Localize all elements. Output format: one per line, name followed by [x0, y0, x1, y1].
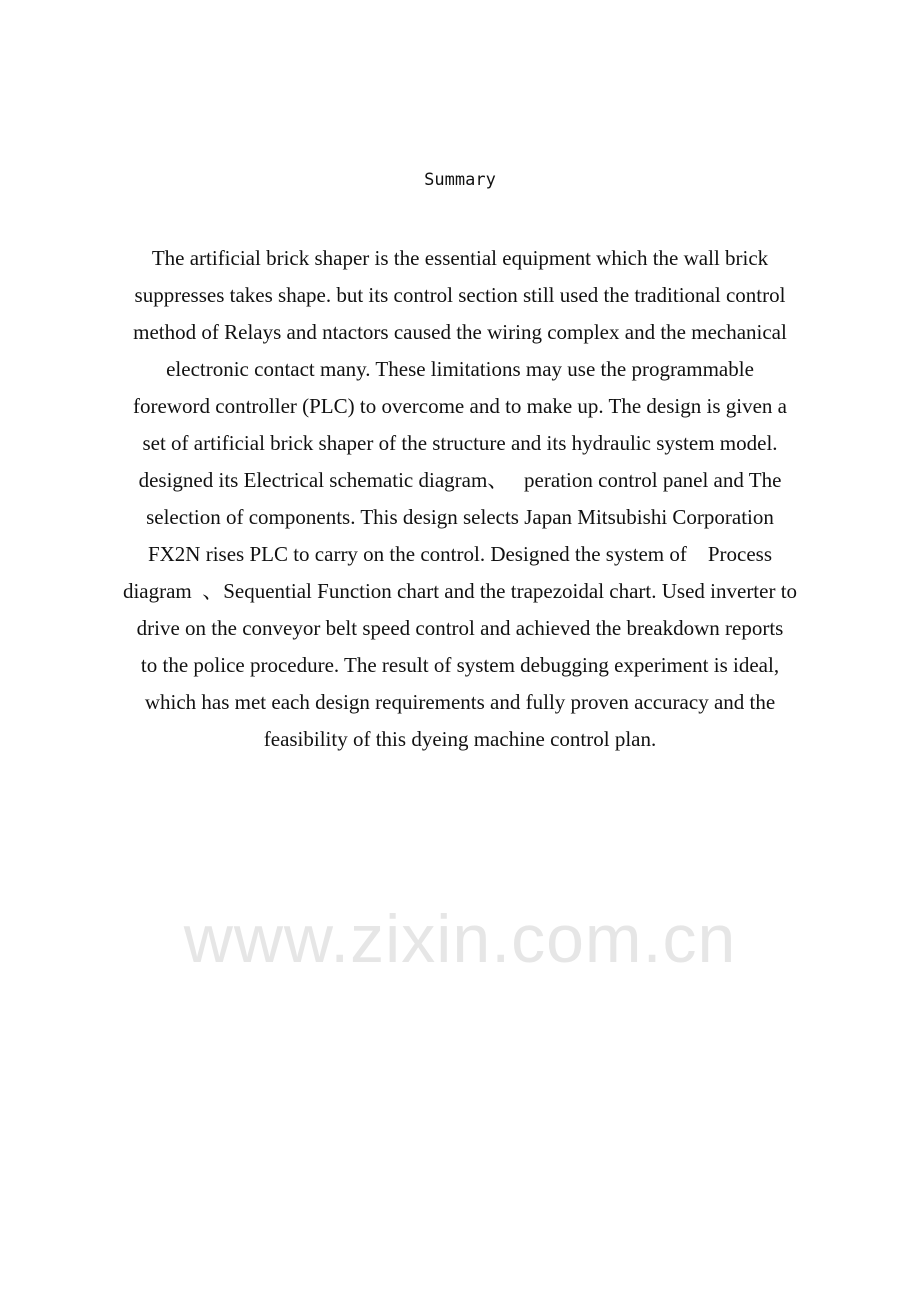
page-title: Summary [424, 170, 496, 190]
text-line: The artificial brick shaper is the essential equipment which the wall brick [151, 246, 769, 270]
text-line: drive on the conveyor belt speed control and achieved the breakdown reports [136, 616, 784, 640]
text-line: diagram 、Sequential Function chart and the trapezoidal chart. Used inverter to [122, 579, 798, 603]
text-line: foreword controller (PLC) to overcome and to make up. The design is given a [133, 394, 787, 418]
text-line: suppresses takes shape. but its control section still used the traditional control [134, 283, 786, 307]
text-line: feasibility of this dyeing machine control plan. [263, 727, 657, 751]
text-line: selection of components. This design selects Japan Mitsubishi Corporation [146, 505, 774, 529]
text-line: method of Relays and ntactors caused the wiring complex and the mechanical [133, 320, 787, 344]
summary-paragraph [0, 240, 920, 758]
text-line: FX2N rises PLC to carry on the control. Designed the system of Process [147, 542, 773, 566]
text-line: to the police procedure. The result of system debugging experiment is ideal, [140, 653, 780, 677]
watermark: www.zixin.com.cn [183, 901, 737, 977]
text-line: set of artificial brick shaper of the structure and its hydraulic system model. [142, 431, 778, 455]
text-line: which has met each design requirements and fully proven accuracy and the [144, 690, 776, 714]
text-line: designed its Electrical schematic diagram、 peration control panel and The [138, 468, 782, 492]
text-line: electronic contact many. These limitations may use the programmable [166, 357, 754, 381]
